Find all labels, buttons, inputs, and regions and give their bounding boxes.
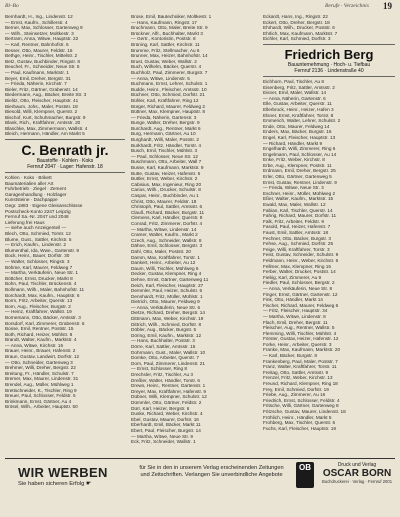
directory-entry: Bosse, Emil, Rentner, Poststr. 15 xyxy=(5,326,74,332)
directory-entry: Both, Richard, Heizer, Mühlstr. 8 xyxy=(5,331,73,337)
directory-entry: Ehrlich, Max, Kaufmann, Marktstr. 7 xyxy=(263,30,338,36)
directory-entry: Fuhrbetrieb · Ziegel · Zement xyxy=(5,186,66,192)
directory-entry: Feldmann, Heinr., Weber, Kirchstr. 6 xyxy=(263,257,339,263)
directory-entry: Flach, Emil, Dreher, Bergstr. 11 xyxy=(263,319,328,325)
directory-entry: Engelhardt, Willi, Zimmerer, Ring 6 xyxy=(263,146,336,152)
directory-entry: Enke, Fritz, Weber, Kirchstr. 8 xyxy=(263,157,325,163)
directory-entry: Dehne, Ernst, Gärtner, Gartenweg 11 xyxy=(131,276,209,282)
directory-entry: Blech, Otto, Schmied, Torstr. 12 xyxy=(5,231,71,236)
directory-entry: Postscheck-Konto 2247 Leipzig xyxy=(5,208,71,214)
directory-entry: Borm, Fritz, Arbeiter, Querstr. 13 xyxy=(5,298,73,304)
directory-entry: — Otto, Schneider, Gartenweg 3 xyxy=(5,359,73,365)
directory-entry: Ewald, Max, Maler, Wallstr. 12 xyxy=(263,202,326,208)
directory-entry: Ehrhardt, Wilh., Drucker, Poststr. 6 xyxy=(263,25,335,31)
directory-entry: — Fritz, Fleischer, Hauptstr. 34 xyxy=(263,308,328,314)
directory-entry: Fellmer, Max, Klempner, Ring 15 xyxy=(263,263,331,269)
directory-entry: Freitag, Otto, Sattler, Amtsstr. 9 xyxy=(263,369,329,375)
divider xyxy=(5,172,125,173)
column-3 xyxy=(263,14,395,456)
directory-entry: Brückner, Alfr., Buchhalter, Markt 3 xyxy=(131,30,203,36)
directory-entry: Blaschke, Max, Zimmermann, Wallstr. 4 xyxy=(5,125,88,131)
directory-entry: Bernhardt, H., Ing., Lindenstr. 12 xyxy=(5,14,73,19)
directory-entry: Feige, Willi, Kraftfahrer, Torstr. 3 xyxy=(263,246,330,252)
directory-entry: Brunner, Max, Heizer, Bahnhofstr. 14 xyxy=(131,53,208,59)
directory-entry: Buchmann, Ernst, Lehrer, Schulstr. 1 xyxy=(131,81,208,87)
directory-entry: Eck, Fritz, Schneider, Wallstr. 1 xyxy=(131,439,196,445)
directory-entry: Fischer, Richard, Maurer, Feldweg 6 xyxy=(263,302,339,308)
directory-entry: Fahrig, Richard, Maurer, Dorfstr. 11 xyxy=(263,213,337,219)
directory-entry: Dörre, Karl, Sattler, Amtsstr. 15 xyxy=(131,344,196,350)
directory-entry: Fleischer, Aug., Rentner, Wallstr. 5 xyxy=(263,325,335,331)
directory-entry: Borsdorf, Karl, Zimmerer, Grabenstr. 6 xyxy=(5,320,85,326)
directory-entry: Brandt, Walter, Kaufm., Marktstr. 4 xyxy=(5,337,77,343)
col3-block-b xyxy=(263,79,395,431)
directory-entry: Franke, Max, Kaufmann, Marktstr. 20 xyxy=(263,347,341,353)
directory-entry: Fasold, Paul, Heizer, Hafenstr. 7 xyxy=(263,224,331,230)
directory-entry: Burg, Hermann, Gärtner, Au 10 xyxy=(131,131,196,137)
directory-entry: Flemming, Willi, Tischler, Mühlstr. 4 xyxy=(263,330,337,336)
directory-entry: — Richard, Händler, Markt 9 xyxy=(263,140,323,146)
footer-text: für Sie in den in unserem Verlag erscheinenden Zeitungen und Zeitschriften. Verlangen Sie unverbindliche Angebote xyxy=(139,465,284,478)
directory-entry: Burchardt, Aug., Rentner, Markt 6 xyxy=(131,125,201,131)
directory-entry: Frenzel, Fritz, Weber, Kirchstr. 13 xyxy=(263,375,333,381)
directory-entry: Demmler, Paul, Heizer, Schulstr. 5 xyxy=(131,288,203,294)
directory-entry: Eckert, Otto, Dreher, Bergstr. 18 xyxy=(263,19,330,25)
directory-entry: Breuer, Paul, Schlosser, Feldstr. 5 xyxy=(5,393,76,399)
directory-entry: Engelmann, Paul, Schlosser, Au 14 xyxy=(263,151,337,157)
directory-entry: Ferber, Walter, Drucker, Poststr. 14 xyxy=(263,269,336,275)
directory-entry: Dittmann, Max, Weber, Kirchstr. 19 xyxy=(131,316,204,322)
directory-entry: Fritsche, Willi, Gärtner, Gartenweg 8 xyxy=(263,403,339,409)
advert-line-1: Bauunternehmung · Hoch- u. Tiefbau xyxy=(287,61,371,68)
directory-entry: Dorn, Paul, Zimmerer, Lindenstr. 21 xyxy=(131,360,205,366)
directory-entry: Falk, Fritz, Arbeiter, Feldstr. 9 xyxy=(263,218,324,224)
directory-entry: Franz, Walter, Kraftfahrer, Torstr. 11 xyxy=(263,364,337,370)
directory-entry: Borchardt, Max, Kaufm., Hauptstr. 6 xyxy=(5,292,80,298)
directory-entry: Budde, Heinr., Fleischer, Amtsstr. 10 xyxy=(131,86,207,92)
directory-entry: Eschner, Heinr., Müller, Mühlweg 2 xyxy=(263,190,336,196)
directory-entry: Cabisius, Max, Ingenieur, Ring 20 xyxy=(131,181,202,187)
directory-entry: Burghardt, Willi, Maler, Poststr. 2 xyxy=(131,137,199,143)
directory-entry: Dittrich, Wilh., Schmied, Dorfstr. 8 xyxy=(131,321,202,327)
directory-entry: Fernruf Sa.-Nr. 2047 und 2048 xyxy=(5,214,69,220)
publisher-block xyxy=(318,462,396,484)
directory-entry: Friedrich, Ernst, Schlosser, Feldstr. 4 xyxy=(263,397,340,403)
directory-entry: Dankert, Heinr., Arbeiter, Au 12 xyxy=(131,260,196,266)
directory-entry: — Walter, Schlosser, Ringstr. 3 xyxy=(5,258,70,264)
directory-entry: Betz, Gustav, Buchbinder, Ringstr. 8 xyxy=(5,58,80,64)
directory-entry: Decker, Gustav, Klempner, Ring 4 xyxy=(131,271,202,277)
directory-entry: Frey, Emil, Schmied, Dorfstr. 19 xyxy=(263,386,329,392)
directory-entry: Czech, Aug., Schneider, Wallstr. 8 xyxy=(131,237,202,243)
directory-entry: Blume, Gust., Sattler, Kirchstr. 5 xyxy=(5,236,72,242)
directory-entry: — Gertr., Kontoristin, Poststr. 8 xyxy=(131,36,196,42)
directory-entry: Finger, Ernst, Gärtner, Gartenstr. 12 xyxy=(263,291,338,297)
column-2 xyxy=(131,14,257,456)
directory-entry: Butte, Gustav, Heizer, Hafenstr. 5 xyxy=(131,170,201,176)
directory-entry: Fink, Otto, Händler, Markt 14 xyxy=(263,297,323,303)
directory-entry: Brauer, Heinr., Brauer, Hafenstr. 2 xyxy=(5,348,76,354)
directory-entry: Clemens, Karl, Händler, Querstr. 9 xyxy=(131,215,203,221)
directory-entry: Deich, Karl, Fleischer, Hauptstr. 27 xyxy=(131,282,204,288)
directory-entry: Fehse, Aug., Schmied, Dorfstr. 25 xyxy=(263,241,334,247)
directory-entry: — Hans, Kaufmann, Ringstr. 17 xyxy=(131,19,197,25)
directory-entry: — Karl, Rentner, Bahnhofstr. 6 xyxy=(5,41,69,47)
directory-entry: Förster, Gustav, Heizer, Hafenstr. 12 xyxy=(263,336,339,342)
directory-entry: Buttler, Ernst, Weber, Kirchstr. 2 xyxy=(131,176,198,182)
directory-entry: Damm, Max, Kraftfahrer, Torstr. 1 xyxy=(131,254,200,260)
directory-entry: Ende, Otto, Maurer, Feldweg 14 xyxy=(263,123,330,129)
directory-entry: Ebert, Paul, Fleischer, Burgstr. 14 xyxy=(131,427,201,433)
advert-benrath xyxy=(5,142,125,170)
directory-entry: Bunge, Walter, Dreher, Bergstr. 9 xyxy=(131,120,200,126)
advert-line-2: Fernruf 2047 · Lager: Hafenstr. 18 xyxy=(27,164,103,171)
directory-entry: — Heinz, Kraftfahrer, Wallstr. 19 xyxy=(5,309,72,315)
publisher-logo-icon: OB xyxy=(296,462,314,488)
directory-entry: — Ernst, Kaufm., Schillerstr. 4 xyxy=(5,19,68,25)
col1-block-a xyxy=(5,14,125,137)
directory-entry: Braun, Gustav, Landwirt, Dorfstr. 12 xyxy=(5,354,80,360)
directory-entry: — Martha, Witwe, Neue Str. 9 xyxy=(131,433,193,439)
directory-entry: Bühler, Karl, Kraftfahrer, Ring 12 xyxy=(131,97,199,103)
directory-entry: Blank, Rich., Kraftfahrer, Amtsstr. 20 xyxy=(5,120,81,126)
col3-block-a xyxy=(263,14,395,42)
directory-entry: Biesold, Willi, Klempner, Querstr. 2 xyxy=(5,109,78,115)
footer-headline: WIR WERBEN xyxy=(18,465,108,480)
directory-entry: Cramer, Walter, Kaufm., Markt 2 xyxy=(131,232,198,238)
directory-entry: Besser, Otto, Maurer, Feldstr. 15 xyxy=(5,47,73,53)
directory-entry: Döring, Emil, Kaufm., Marktstr. 12 xyxy=(131,332,202,338)
directory-entry: Eichler, Karl, Schmied, Dorfstr. 3 xyxy=(263,36,331,42)
directory-entry: Ebel, Gustav, Maurer, Dorfstr. 16 xyxy=(131,416,199,422)
directory-entry: Domke, Otto, Arbeiter, Querstr. 7 xyxy=(131,355,199,361)
directory-entry: — Anna, Witwe, Kirchstr. 16 xyxy=(5,342,64,348)
directory-entry: Baumaterialien aller Art xyxy=(5,180,54,186)
directory-entry: Döbler, Aug., Bäcker, Burgstr. 5 xyxy=(131,327,197,333)
directory-entry: Bieler, Fritz, Gärtner, Grabenstr. 14 xyxy=(5,86,78,92)
directory-entry: Bleich, Hermann, Händler, Am Markt 5 xyxy=(5,131,85,137)
directory-entry: Clauß, Richard, Bäcker, Burgstr. 11 xyxy=(131,209,205,215)
column-1 xyxy=(5,14,125,456)
directory-entry: Bischof, Kurt, Schuhmacher, Burgstr. 9 xyxy=(5,114,86,120)
directory-entry: Eisner, Emil, Maler, Wallstr. 14 xyxy=(263,90,327,96)
directory-entry: Büttner, Max, Klempner, Hauptstr. 8 xyxy=(131,109,205,115)
directory-entry: — Wilh., Steinsetzer, Moltkestr. 3 xyxy=(5,30,74,36)
directory-entry: Beyer, Emil, Dreher, Bergstr. 31 xyxy=(5,75,71,81)
directory-entry: Brumme, Fritz, Stellmacher, Au 6 xyxy=(131,47,200,53)
directory-entry: Conrad, Fritz, Zimmerer, Dorfstr. 4 xyxy=(131,220,203,226)
directory-entry: Böhme, Karl, Maurer, Feldweg 7 xyxy=(5,264,73,270)
directory-entry: Lieferung frei Haus xyxy=(5,219,45,225)
directory-entry: Brehmer, Willi, Dreher, Bergstr. 22 xyxy=(5,365,76,371)
directory-entry: Bielitz, Otto, Fleischer, Hauptstr. 41 xyxy=(5,97,79,103)
advert-line-1: Baustoffe · Kohlen · Koks xyxy=(36,158,94,165)
footer-advert xyxy=(0,458,400,517)
directory-entry: Christ, Otto, Maurer, Feldstr. 18 xyxy=(131,198,197,204)
directory-entry: Fuchs, Karl, Fleischer, Hauptstr. 19 xyxy=(263,425,336,431)
directory-entry: Dohrmann, Gust., Maler, Wallstr. 10 xyxy=(131,349,206,355)
directory-entry: Berner, Max, Schlosser, Gartenweg 9 xyxy=(5,25,83,31)
directory-entry: Ellerbrock, Heinr., Heizer, Hafen 3 xyxy=(263,106,334,112)
directory-entry: Fröhlich, Heinr., Händler, Markt 5 xyxy=(263,414,332,420)
directory-entry: Duske, Richard, Weber, Kirchstr. 4 xyxy=(131,411,203,417)
directory-entry: Enders, Max, Bäcker, Burgstr. 16 xyxy=(263,129,332,135)
header-left: Bl–Bo xyxy=(5,3,19,9)
directory-entry: Büchner, Otto, Schmied, Dorfstr. 21 xyxy=(131,92,205,98)
directory-entry: — Frieda, Näherin, Gartenstr. 3 xyxy=(131,114,197,120)
directory-entry: — Erich, Kaufm., Lindenstr. 2 xyxy=(5,242,66,248)
directory-entry: — Hans, Buchhalter, Poststr. 3 xyxy=(131,338,195,344)
directory-entry: Biedermann, Aug., Bäcker, Breite Str. 3 xyxy=(5,92,87,98)
directory-entry: Bremer, Max, Maurer, Lindenstr. 31 xyxy=(5,376,79,382)
directory-entry: Breitung, Fr., Händler, Schulstr. 7 xyxy=(5,370,74,376)
directory-entry: — Anna, Verkäuferin, Neue Str. 6 xyxy=(131,304,201,310)
publisher-sub: Buchdruckerei · Verlag · Fernruf 2001 xyxy=(321,479,393,484)
divider xyxy=(263,44,395,45)
directory-entry: Daum, Willi, Tischler, Mühlweg 6 xyxy=(131,265,199,271)
directory-entry: Erdmann, Emil, Dreher, Bergstr. 25 xyxy=(263,168,336,174)
directory-entry: Bierbaum, Johs., Maler, Poststr. 18 xyxy=(5,103,78,109)
directory-entry: Eisenberg, Fritz, Sattler, Amtsstr. 2 xyxy=(263,84,335,90)
directory-entry: Elsner, Ernst, Kraftfahrer, Torstr. 8 xyxy=(263,112,334,118)
advert-firm: Friedrich Berg xyxy=(284,46,374,62)
directory-entry: Bethge, Heinr., Tischler, Mittelstr. 2 xyxy=(5,53,78,59)
directory-entry: Dietze, Richard, Dreher, Bergstr. 14 xyxy=(131,310,205,316)
directory-entry: Frohberg, Max, Tischler, Querstr. 6 xyxy=(263,420,336,426)
directory-entry: Dümmler, Otto, Gärtner, Feldstr. 2 xyxy=(131,399,202,405)
directory-entry: Kunststeine · Dachpappe xyxy=(5,197,58,203)
directory-entry: Friebe, Aug., Zimmerer, Au 16 xyxy=(263,392,326,398)
divider xyxy=(263,76,395,77)
directory-entry: Fabian, Karl, Tischler, Querstr. 14 xyxy=(263,207,333,213)
directory-entry: Fritzsche, Gustav, Maurer, Lindenstr. 18 xyxy=(263,409,346,414)
directory-entry: Brendel, Aug., Müller, Mühlweg 1 xyxy=(5,382,74,388)
directory-entry: Kohlen · Koks · Brikett xyxy=(5,175,52,181)
directory-entry: Erbe, Aug., Klempner, Poststr. 11 xyxy=(263,162,332,168)
directory-entry: Ernst, Gustav, Rentner, Lindenstr. 9 xyxy=(263,179,337,185)
directory-entry: Eberhardt, Emil, Bäcker, Markt 11 xyxy=(131,422,201,428)
directory-entry: Drechsler, Fritz, Tischler, Au 3 xyxy=(131,372,193,377)
directory-entry: Christoph, Paul, Sattler, Amtsstr. 6 xyxy=(131,204,203,210)
directory-entry: Brust, Gustav, Weber, Wallstr. 2 xyxy=(131,58,197,64)
directory-entry: Dreyer, Max, Kraftfahrer, Hafenstr. 9 xyxy=(131,388,207,394)
directory-entry: Engel, Karl, Fleischer, Hauptstr. 13 xyxy=(263,134,336,140)
directory-entry: — siehe auch Anzeigenteil — xyxy=(5,225,67,231)
directory-entry: Brinkmann, Ernst, Gärtner, Au 4 xyxy=(5,398,72,404)
directory-entry: — Frieda, Näherin, Kirchstr. 7 xyxy=(5,81,67,87)
directory-entry: — Frieda, Witwe, Neue Str. 3 xyxy=(263,185,324,191)
directory-entry: Dreßler, Walter, Händler, Torstr. 6 xyxy=(131,377,201,383)
directory-entry: Busse, Karl, Kaufmann, Marktstr. 9 xyxy=(131,165,204,171)
directory-entry: Buchholz, Paul, Zimmerer, Burgstr. 7 xyxy=(131,69,208,75)
directory-entry: Bürger, Richard, Maurer, Feldweg 2 xyxy=(131,103,205,109)
directory-entry: Burkhardt, Fritz, Händler, Torstr. 4 xyxy=(131,142,201,148)
page-number: 19 xyxy=(383,1,392,11)
directory-entry: — Ernst, Schlosser, Ring 8 xyxy=(131,366,188,372)
directory-entry: Bohn, Paul, Tischler, Brückenstr. 4 xyxy=(5,281,77,287)
directory-entry: Erler, Otto, Gärtner, Gartenweg 5 xyxy=(263,174,332,180)
directory-entry: Blumenthal, Ida, Wwe., Gartenstr. 9 xyxy=(5,247,79,253)
directory-entry: — Martha, Witwe, Lindenstr. 14 xyxy=(131,226,197,232)
directory-entry: Frankenberg, Paul, Maler, Poststr. 7 xyxy=(263,358,338,364)
directory-entry: Carius, Wilh., Drucker, Schulstr. 8 xyxy=(131,187,201,193)
directory-entry: Born, Aug., Fleischer, Burgstr. 2 xyxy=(5,303,71,309)
directory-entry: Fiedler, Paul, Schlosser, Bergstr. 2 xyxy=(263,280,335,286)
directory-entry: Beuchel, Fr., Schneider, Neue Str. 5 xyxy=(5,64,80,70)
directory-entry: Dürr, Karl, Heizer, Bergstr. 6 xyxy=(131,405,190,411)
col2-block-a xyxy=(131,14,257,445)
directory-entry: — Anna, Näherin, Gartenstr. 6 xyxy=(263,95,326,101)
directory-entry: Bruchmann, Otto, Maler, Breite Str. 9 xyxy=(131,25,208,31)
directory-entry: Caspar, Heinr., Buchbinder, Au 1 xyxy=(131,193,199,198)
divider xyxy=(5,139,125,140)
directory-entry: Dahl, Otto, Maler, Poststr. 20 xyxy=(131,248,191,254)
directory-entry: — Martha, Verkäuferin, Neue Str. 1 xyxy=(5,270,78,276)
directory-entry: Eßer, Walter, Kaufm., Marktstr. 15 xyxy=(263,196,334,202)
directory-entry: Brose, Emil, Bautechniker, Moltkestr. 1 xyxy=(131,14,212,19)
directory-entry: Böttcher, Ernst, Drucker, Markt 8 xyxy=(5,275,73,281)
footer-tagline: Sie haben sicheren Erfolg ☛ xyxy=(18,481,92,487)
directory-entry: Bornemann, Otto, Bäcker, Amtsstr. 3 xyxy=(5,314,81,320)
advert-firm: C. Benrath jr. xyxy=(21,142,109,159)
directory-entry: Fechner, Otto, Bäcker, Burgstr. 3 xyxy=(263,235,332,241)
header-right: Berufe · Verzeichnis xyxy=(325,3,369,9)
directory-entry: — Karl, Bäcker, Burgstr. 8 xyxy=(263,353,317,359)
directory-entry: Brösel, Wilh., Arbeiter, Hauptstr. 50 xyxy=(5,404,78,410)
directory-entry: Feist, Gustav, Schneider, Schulstr. 9 xyxy=(263,252,339,258)
directory-entry: Buschmann, Otto, Arbeiter, Wall 7 xyxy=(131,159,202,165)
publisher-pre: Druck und Verlag xyxy=(337,462,377,468)
directory-entry: Garagenhandlung · Holzlager xyxy=(5,191,67,197)
advert-line-2: Fernruf 2136 · Lindenstraße 40 xyxy=(294,67,364,74)
directory-entry: Eichhorn, Paul, Tischler, Au 8 xyxy=(263,78,324,84)
directory-entry: Forke, Heinr., Arbeiter, Querstr. 3 xyxy=(263,341,332,347)
directory-entry: Dähne, Emil, Schlosser, Bergstr. 3 xyxy=(131,243,203,249)
advert-berg xyxy=(263,47,395,74)
directory-entry: — Paul, Kaufmann, Marktstr. 1 xyxy=(5,69,69,75)
publisher-name: OSCAR BORN xyxy=(322,468,392,479)
directory-entry: Faust, Emil, Sattler, Amtsstr. 18 xyxy=(263,230,329,235)
directory-entry: Dietrich, Otto, Maurer, Feldweg 9 xyxy=(131,299,200,305)
directory-entry: Elle, Gustav, Arbeiter, Querstr. 11 xyxy=(263,101,332,107)
footer-rule xyxy=(5,458,395,459)
directory-entry: Buch, Wilhelm, Bäcker, Querstr. 4 xyxy=(131,64,202,70)
directory-entry: — Paul, Schlosser, Neue Str. 12 xyxy=(131,153,198,159)
directory-entry: Bollmann, Wilh., Maler, Bahnhofstr. 11 xyxy=(5,286,85,292)
col1-block-b xyxy=(5,175,125,410)
directory-entry: — Martha, Witwe, Lindenstr. 8 xyxy=(263,313,326,319)
directory-entry: Dennhardt, Fritz, Müller, Mühlstr. 1 xyxy=(131,293,203,299)
directory-entry: Emmerich, Walter, Lehrer, Schulstr. 2 xyxy=(263,118,341,124)
directory-entry: Gegr. 1883 · Eigene Gleisanschlüsse xyxy=(5,203,83,209)
directory-entry: — Anna, Verkäuferin, Neue Str. 8 xyxy=(263,285,333,291)
directory-entry: Drews, Heinr., Rentner, Gartenstr. 1 xyxy=(131,383,206,389)
directory-entry: Dübner, Willi, Klempner, Schulstr. 12 xyxy=(131,394,207,400)
directory-entry: Busch, Emil, Tischler, Mühlstr. 3 xyxy=(131,148,198,154)
directory-entry: Eckardt, Hans, Ing., Ringstr. 22 xyxy=(263,14,328,19)
directory-entry: Bertram, Anna, Witwe, Hauptstr. 22 xyxy=(5,36,79,42)
directory-entry: Bock, Heinr., Bauer, Dorfstr. 30 xyxy=(5,253,70,259)
directory-entry: Brüning, Karl, Sattler, Kirchstr. 11 xyxy=(131,41,200,47)
directory-entry: — Anna, Witwe, Lindenstr. 5 xyxy=(131,75,190,81)
directory-entry: Freund, Richard, Klempner, Ring 18 xyxy=(263,381,338,387)
directory-entry: Fiebig, Karl, Zimmerer, Au 9 xyxy=(263,274,322,280)
directory-entry: Brettschneider, K., Tischler, Ring 9 xyxy=(5,387,77,393)
